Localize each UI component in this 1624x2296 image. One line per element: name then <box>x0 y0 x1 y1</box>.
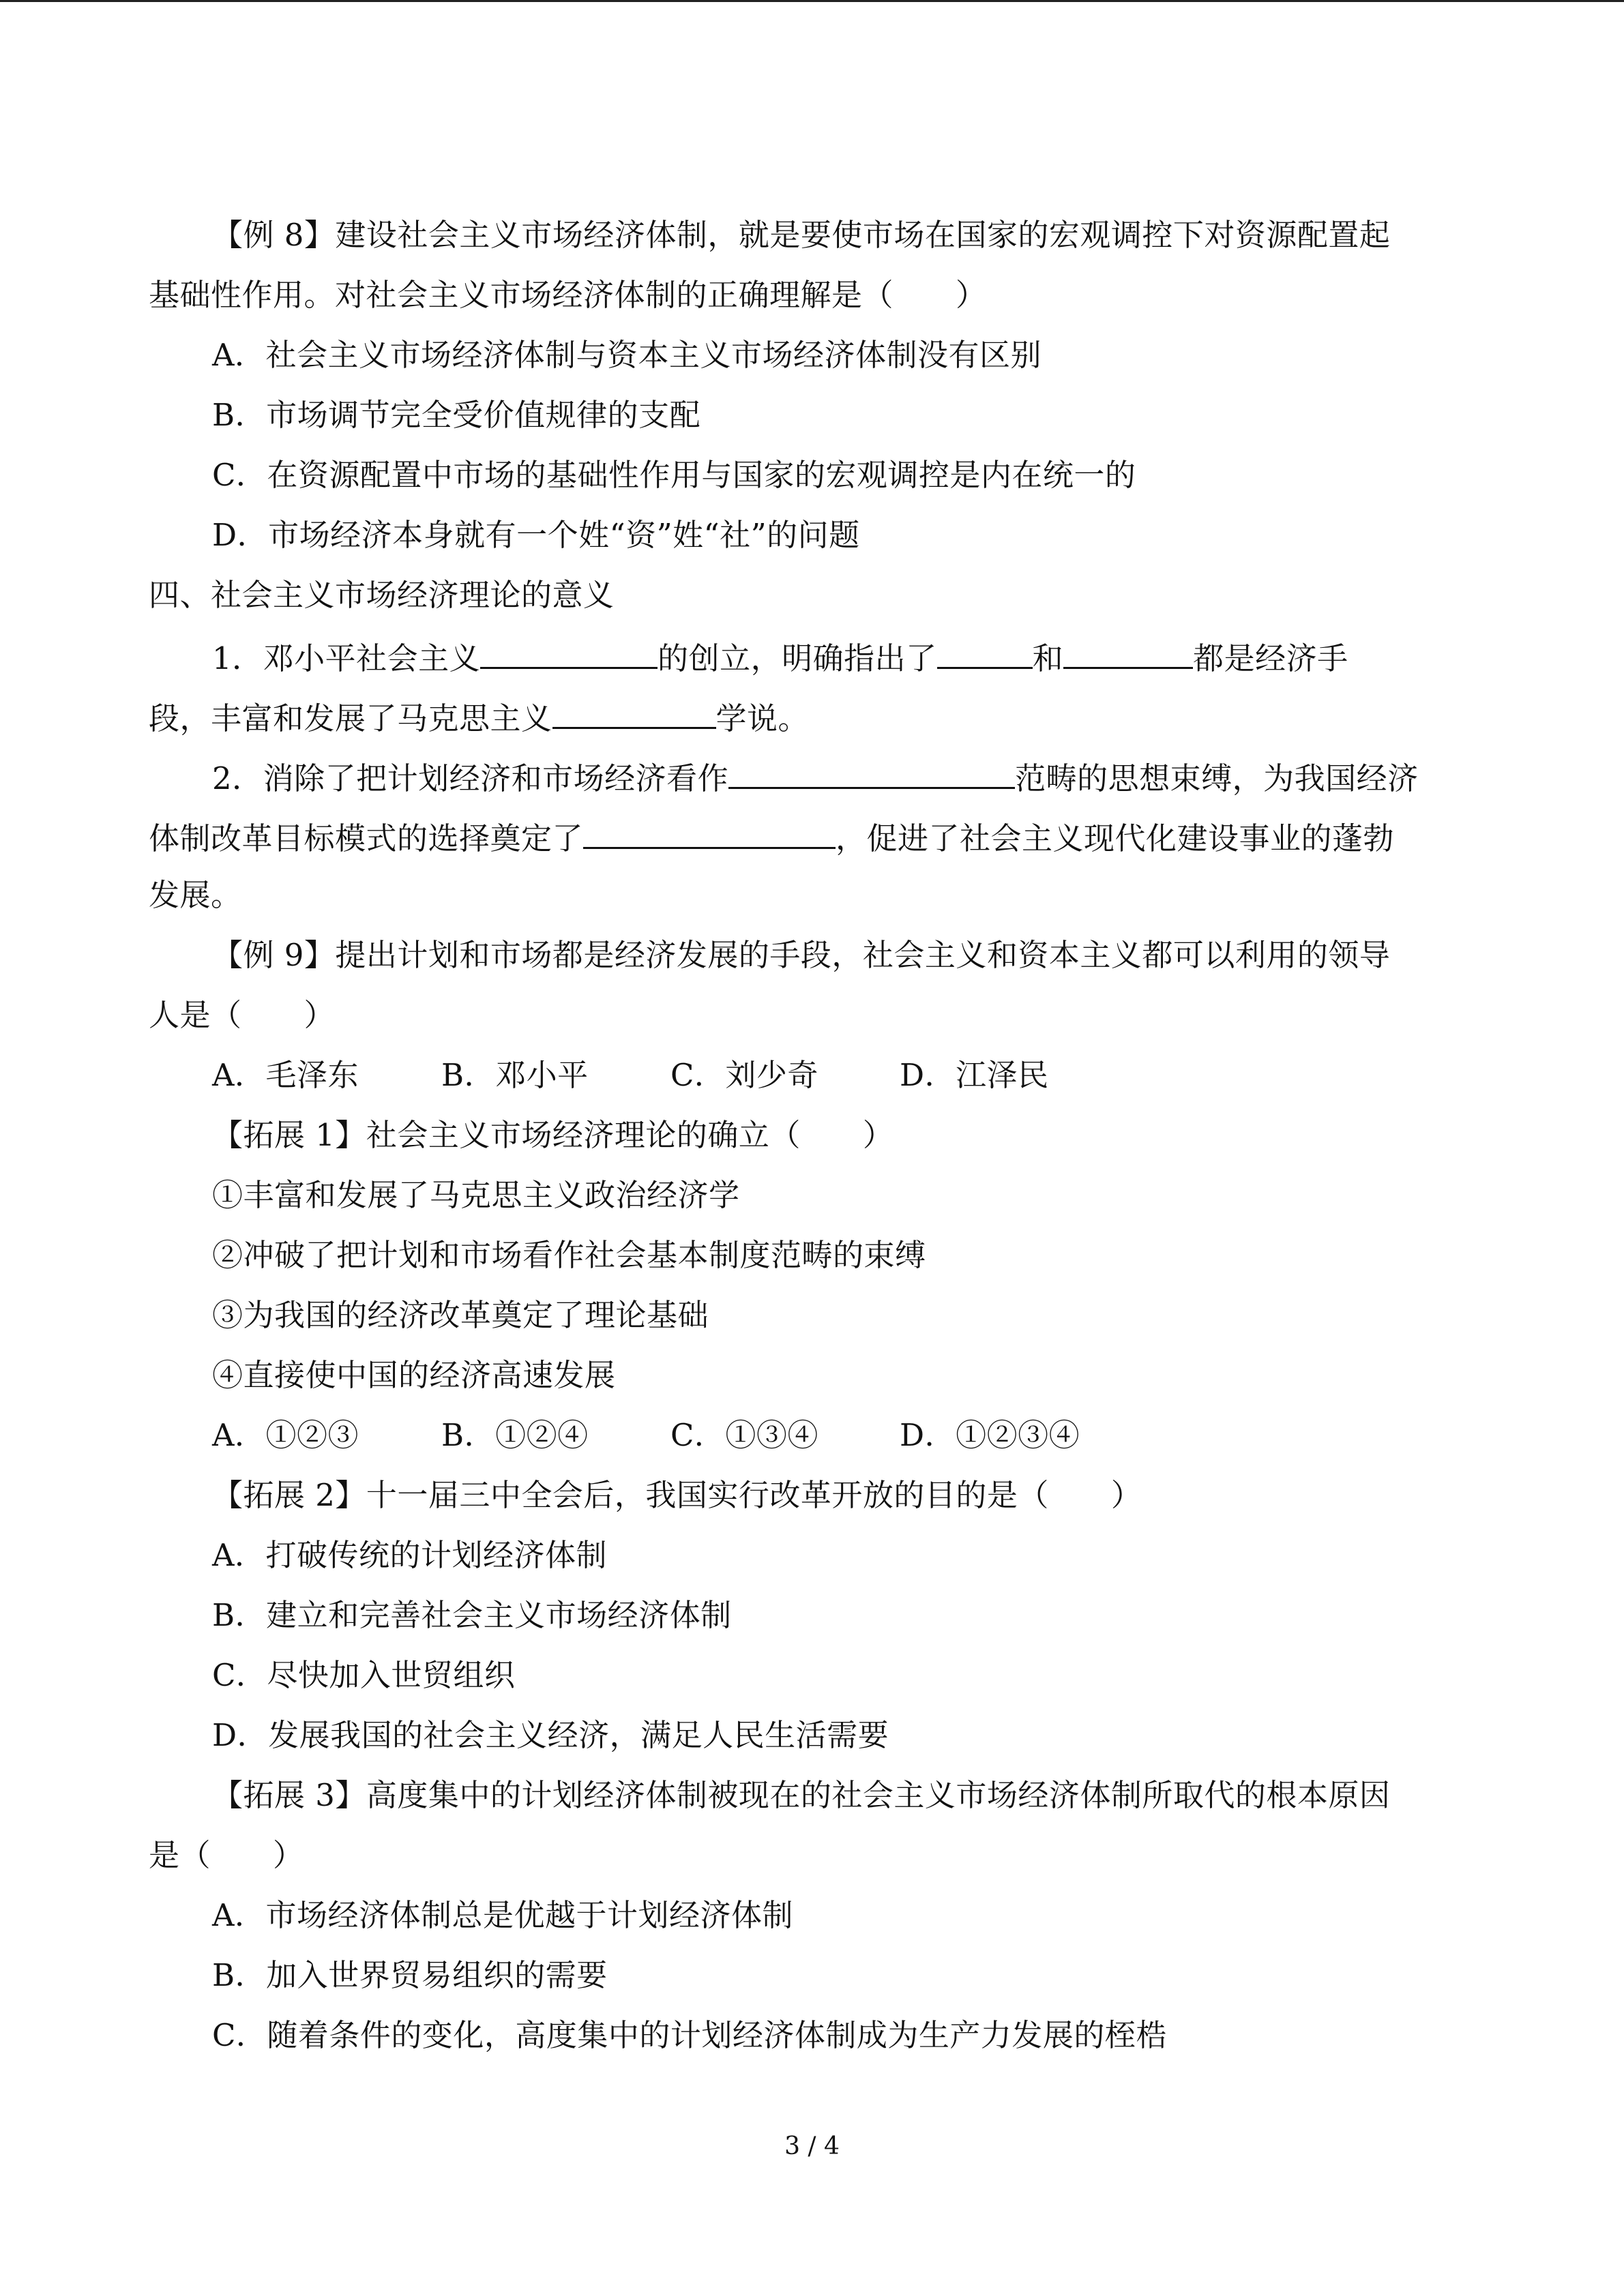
example8-option-d: D．市场经济本身就有一个姓“资”姓“社”的问题 <box>212 517 860 553</box>
extension1-item1: ①丰富和发展了马克思主义政治经济学 <box>212 1177 740 1213</box>
section4-item2-line1 <box>212 760 1419 794</box>
extension2-option-b: B．建立和完善社会主义市场经济体制 <box>212 1597 732 1633</box>
extension1-item4: ④直接使中国的经济高速发展 <box>212 1357 616 1393</box>
item1-text-b: 的创立，明确指出了 <box>658 640 937 676</box>
example9-options <box>212 1057 1049 1093</box>
extension1-item3: ③为我国的经济改革奠定了理论基础 <box>212 1297 709 1333</box>
fill-blank-4 <box>552 700 716 729</box>
example8-option-b: B．市场调节完全受价值规律的支配 <box>212 397 701 433</box>
item2-text-d: ，促进了社会主义现代化建设事业的蓬勃 <box>836 820 1395 856</box>
fill-blank-1 <box>480 640 658 669</box>
extension3-line1: 【拓展 3】高度集中的计划经济体制被现在的社会主义市场经济体制所取代的根本原因 <box>212 1777 1391 1813</box>
section4-item2-line3: 发展。 <box>149 877 242 913</box>
item1-text-f: 学说。 <box>715 700 810 736</box>
extension1-item2: ②冲破了把计划和市场看作社会基本制度范畴的束缚 <box>212 1237 926 1273</box>
extension2-option-c: C．尽快加入世贸组织 <box>212 1657 516 1693</box>
example9-line1: 【例 9】提出计划和市场都是经济发展的手段，社会主义和资本主义都可以利用的领导 <box>212 937 1391 973</box>
example8-line1: 【例 8】建设社会主义市场经济体制，就是要使市场在国家的宏观调控下对资源配置起 <box>212 217 1391 253</box>
example8-option-c: C．在资源配置中市场的基础性作用与国家的宏观调控是内在统一的 <box>212 457 1136 493</box>
section4-heading: 四、社会主义市场经济理论的意义 <box>149 577 615 613</box>
example9-option-c: C．刘少奇 <box>670 1057 818 1093</box>
extension1-option-a: A．①②③ <box>212 1417 359 1453</box>
section4-item1-line2 <box>149 700 809 734</box>
extension1-option-d: D．①②③④ <box>900 1417 1080 1453</box>
page-number: 3 / 4 <box>784 2132 840 2160</box>
extension1-options <box>212 1417 1080 1453</box>
extension2-stem: 【拓展 2】十一届三中全会后，我国实行改革开放的目的是（ ） <box>212 1477 1142 1513</box>
item1-text-c: 和 <box>1032 640 1064 676</box>
example8-option-a: A．社会主义市场经济体制与资本主义市场经济体制没有区别 <box>212 337 1042 373</box>
fill-blank-5 <box>728 760 1015 789</box>
item1-text-a: 1．邓小平社会主义 <box>212 640 481 676</box>
extension1-stem: 【拓展 1】社会主义市场经济理论的确立（ ） <box>212 1117 894 1153</box>
extension1-option-b: B．①②④ <box>441 1417 589 1453</box>
top-border-line <box>0 0 1624 2</box>
fill-blank-2 <box>937 640 1033 669</box>
example9-option-d: D．江泽民 <box>900 1057 1049 1093</box>
section4-item2-line2 <box>149 820 1394 854</box>
example9-line2: 人是（ ） <box>149 997 336 1033</box>
extension2-option-d: D．发展我国的社会主义经济，满足人民生活需要 <box>212 1717 889 1753</box>
section4-item1-line1 <box>212 640 1348 674</box>
extension3-line2: 是（ ） <box>149 1837 304 1873</box>
extension2-option-a: A．打破传统的计划经济体制 <box>212 1537 607 1573</box>
item2-text-b: 范畴的思想束缚，为我国经济 <box>1015 760 1419 796</box>
example9-option-a: A．毛泽东 <box>212 1057 359 1093</box>
extension3-option-a: A．市场经济体制总是优越于计划经济体制 <box>212 1897 793 1933</box>
item1-text-e: 段，丰富和发展了马克思主义 <box>149 700 552 736</box>
item2-text-c: 体制改革目标模式的选择奠定了 <box>149 820 584 856</box>
fill-blank-3 <box>1063 640 1193 669</box>
extension1-option-c: C．①③④ <box>670 1417 818 1453</box>
item1-text-d: 都是经济手 <box>1193 640 1348 676</box>
fill-blank-6 <box>583 820 836 849</box>
example8-line2: 基础性作用。对社会主义市场经济体制的正确理解是（ ） <box>149 277 987 313</box>
extension3-option-b: B．加入世界贸易组织的需要 <box>212 1957 608 1993</box>
item2-text-a: 2．消除了把计划经济和市场经济看作 <box>212 760 729 796</box>
example9-option-b: B．邓小平 <box>441 1057 589 1093</box>
extension3-option-c: C．随着条件的变化，高度集中的计划经济体制成为生产力发展的桎梏 <box>212 2017 1167 2053</box>
